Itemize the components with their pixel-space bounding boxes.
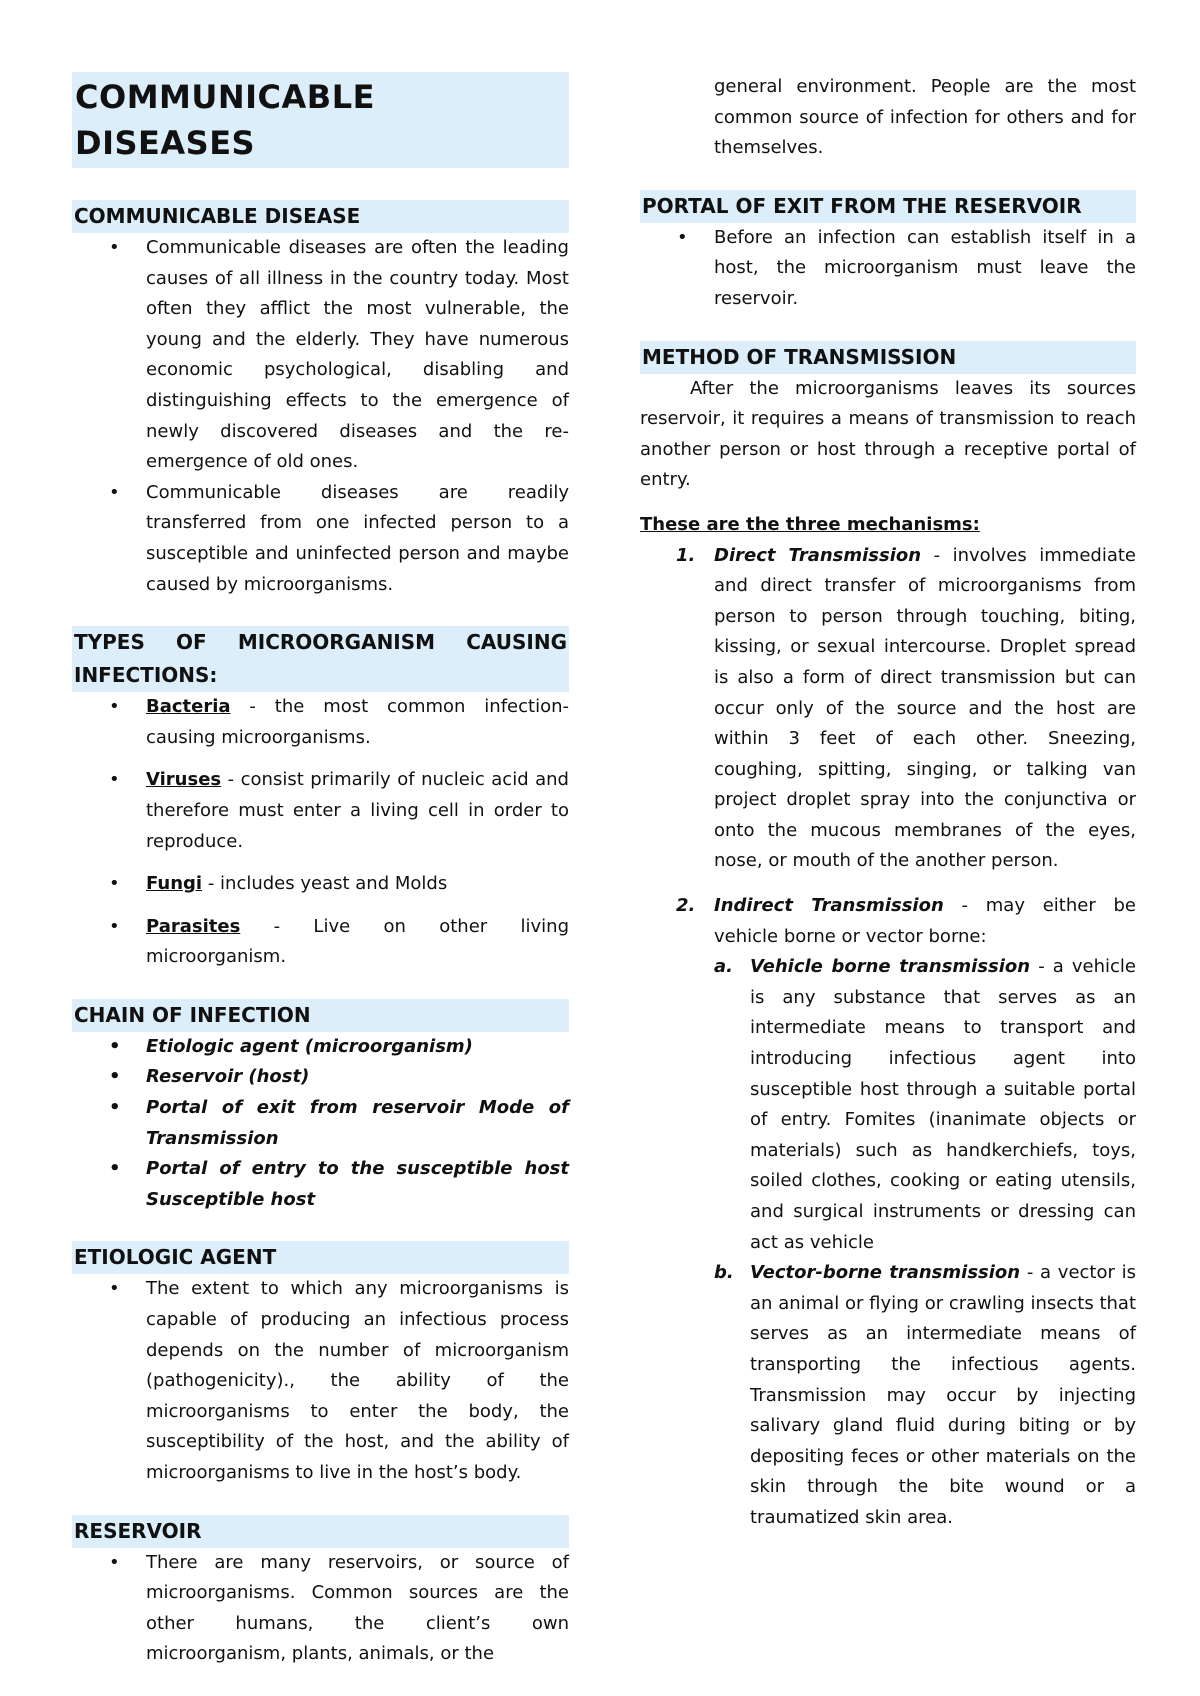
term-desc: - includes yeast and Molds: [202, 873, 448, 895]
transmission-intro: After the microorganisms leaves its sources reservoir, it requires a means of transmission to reach another person or host through a receptive portal of entry.: [640, 377, 1136, 491]
right-column: [640, 72, 1136, 1534]
list-marker: b.: [714, 1262, 734, 1284]
chain-list: [72, 1032, 569, 1216]
list-item: • Before an infection can establish itself in a host, the microorganism must leave the reservoir.: [714, 223, 1136, 315]
term-direct: Direct Transmission: [714, 544, 922, 566]
list-marker: 1.: [676, 544, 696, 566]
list-item: • There are many reservoirs, or source of microorganisms. Common sources are the other humans, the client’s own microorganism, plants, animals, or the: [146, 1548, 569, 1670]
term-desc: - Live on other living microorganism.: [146, 915, 569, 968]
section-heading-etiologic: ETIOLOGIC AGENT: [72, 1241, 569, 1274]
list-item: [146, 912, 569, 973]
term-desc: - a vehicle is any substance that serves as an intermediate means to transport and introducing infectious agent into susceptible host through a suitable portal of entry. Fomites (inanimate objects or materials) such as handkerchiefs, toys, soiled clothes, cooking or eating utensils, and surgical instruments or dressing can act as vehicle: [750, 956, 1136, 1253]
list-marker: 2.: [676, 895, 696, 917]
section-heading-transmission: METHOD OF TRANSMISSION: [640, 341, 1136, 374]
term-desc: - a vector is an animal or flying or crawling insects that serves as an intermediate means of transporting the infectious agents. Transmission may occur by injecting salivary gland fluid during biting or by depositing feces or other materials on the skin through the bite wound or a traumatized skin area.: [750, 1262, 1136, 1528]
section-heading-chain: CHAIN OF INFECTION: [72, 999, 569, 1032]
mechanisms-heading: These are the three mechanisms:: [640, 513, 980, 535]
section-heading-communicable-disease: COMMUNICABLE DISEASE: [72, 200, 569, 233]
term-desc: - consist primarily of nucleic acid and therefore must enter a living cell in order to reproduce.: [146, 769, 569, 852]
left-column: [72, 72, 569, 1670]
term-vector: Vector-borne transmission: [750, 1262, 1021, 1284]
section-heading-reservoir: RESERVOIR: [72, 1515, 569, 1548]
list-item: [676, 891, 1136, 1533]
list-item: [714, 952, 1136, 1258]
term-desc: - the most common infection-causing microorganisms.: [146, 696, 569, 748]
portal-exit-list: [640, 223, 1136, 315]
list-item: • The extent to which any microorganisms is capable of producing an infectious process depends on the number of microorganism (pathogenicity)., the ability of the microorganisms to enter the body, the susceptibility of the host, and the ability of microorganisms to live in the host’s body.: [146, 1274, 569, 1488]
section-heading-types: TYPES OF MICROORGANISM CAUSING INFECTIONS:: [72, 626, 569, 692]
list-marker: a.: [714, 956, 733, 978]
term-fungi: Fungi: [146, 873, 203, 895]
types-list: [72, 692, 569, 973]
list-item: • Portal of exit from reservoir Mode of Transmission: [146, 1093, 569, 1154]
communicable-disease-list: [72, 233, 569, 600]
list-item: • Communicable diseases are readily transferred from one infected person to a susceptible and uninfected person and maybe caused by microorganisms.: [146, 478, 569, 600]
term-bacteria: Bacteria: [146, 696, 231, 718]
term-parasites: Parasites: [146, 915, 241, 937]
section-heading-portal-exit: PORTAL OF EXIT FROM THE RESERVOIR: [640, 190, 1136, 223]
list-item: [714, 1258, 1136, 1533]
etiologic-list: [72, 1274, 569, 1488]
list-item: [146, 765, 569, 857]
term-viruses: Viruses: [146, 769, 222, 791]
term-desc: - may either be vehicle borne or vector borne:: [714, 895, 1136, 947]
term-desc: - involves immediate and direct transfer of microorganisms from person to person through touching, biting, kissing, or sexual intercourse. Droplet spread is also a form of direct transmission but can occur only of the source and the host are within 3 feet of each other. Sneezing, coughing, spitting, singing, or talking van project droplet spray into the conjunctiva or onto the mucous membranes of the eyes, nose, or mouth of the another person.: [714, 544, 1136, 872]
term-indirect: Indirect Transmission: [714, 895, 944, 917]
list-item: • Etiologic agent (microorganism): [146, 1032, 569, 1063]
list-item: • Communicable diseases are often the leading causes of all illness in the country today. Most often they afflict the most vulnerable, the young and the elderly. They have numerous economic psychological, disabling and distinguishing effects to the emergence of newly discovered diseases and the re-emergence of old ones.: [146, 233, 569, 478]
list-item: [146, 869, 569, 900]
list-item: • Portal of entry to the susceptible host Susceptible host: [146, 1154, 569, 1215]
reservoir-continued: general environment. People are the most common source of infection for others and for themselves.: [714, 76, 1136, 159]
mechanisms-list: [640, 541, 1136, 1534]
page-title: COMMUNICABLE DISEASES: [72, 72, 569, 168]
reservoir-list: [72, 1548, 569, 1670]
list-item: [146, 692, 569, 753]
list-item: [676, 541, 1136, 878]
indirect-sublist: [714, 952, 1136, 1533]
list-item: • Reservoir (host): [146, 1062, 569, 1093]
term-vehicle: Vehicle borne transmission: [750, 956, 1031, 978]
